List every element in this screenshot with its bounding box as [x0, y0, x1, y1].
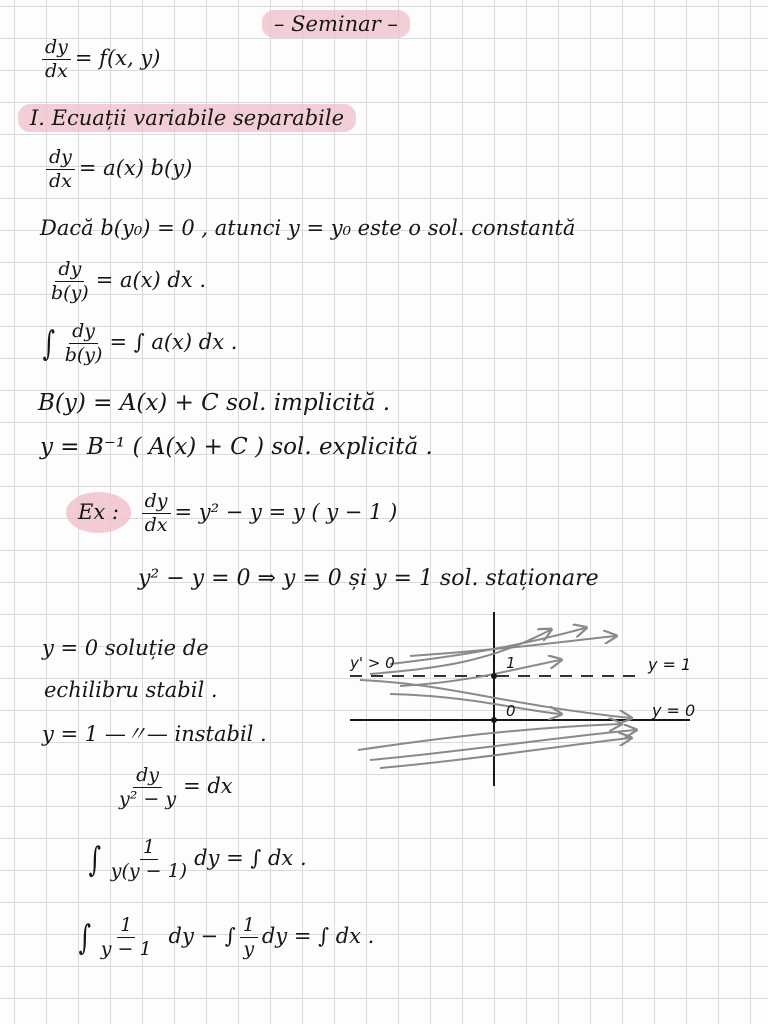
trajectories [358, 628, 635, 768]
section-heading: I. Ecuații variabile separabile [18, 108, 356, 129]
stable-note-1: y = 0 soluție de [42, 636, 209, 660]
trajectory [400, 660, 560, 686]
page-title: – Seminar – [262, 14, 410, 35]
constant-solution-note: Dacă b(y₀) = 0 , atunci y = y₀ este o sol. constantă [40, 216, 576, 240]
equilibrium-point-one [491, 673, 497, 679]
trajectory [370, 730, 635, 760]
stable-note-2: echilibru stabil . [44, 678, 218, 702]
label-y1: y = 1 [648, 655, 692, 674]
integral-step: ∫ $\frac{dy}{b(y)}$ = ∫ a(x) dx . [42, 320, 238, 366]
example-separated: $\frac{dy}{\text{y² − y}}$ = dx [119, 764, 233, 810]
example-integral-1: ∫ $\frac{1}{y(y - 1)}$ dy = ∫ dx . [88, 836, 307, 882]
phase-diagram [330, 600, 710, 800]
implicit-solution: B(y) = A(x) + C sol. implicită . [38, 390, 391, 416]
equilibrium-point-zero [491, 717, 497, 723]
general-ode: $\frac{dy}{dx}$ = f(x, y) [38, 38, 160, 81]
example-equation: Ex : $\frac{dy}{dx}$ = y² − y = y ( y − 1 ) [66, 492, 397, 535]
label-one: 1 [506, 654, 516, 672]
explicit-solution: y = B⁻¹ ( A(x) + C ) sol. explicită . [40, 434, 433, 460]
unstable-note: y = 1 —〃— instabil . [42, 722, 267, 746]
example-label: Ex : [66, 492, 131, 533]
label-y0: y = 0 [652, 701, 696, 720]
label-yprime: y' > 0 [350, 654, 395, 672]
separable-form: $\frac{dy}{dx}$ = a(x) b(y) [42, 148, 192, 191]
trajectory [390, 628, 585, 664]
stationary-solutions: y² − y = 0 ⇒ y = 0 și y = 1 sol. staționare [138, 566, 599, 591]
separated-step: $\frac{dy}{b(y)}$ = a(x) dx . [51, 258, 207, 304]
example-integral-2: ∫ $\frac{1}{y - 1}$ dy − ∫ $\frac{1}{y}$ dy = ∫ dx . [78, 914, 375, 960]
label-zero: 0 [506, 702, 516, 720]
